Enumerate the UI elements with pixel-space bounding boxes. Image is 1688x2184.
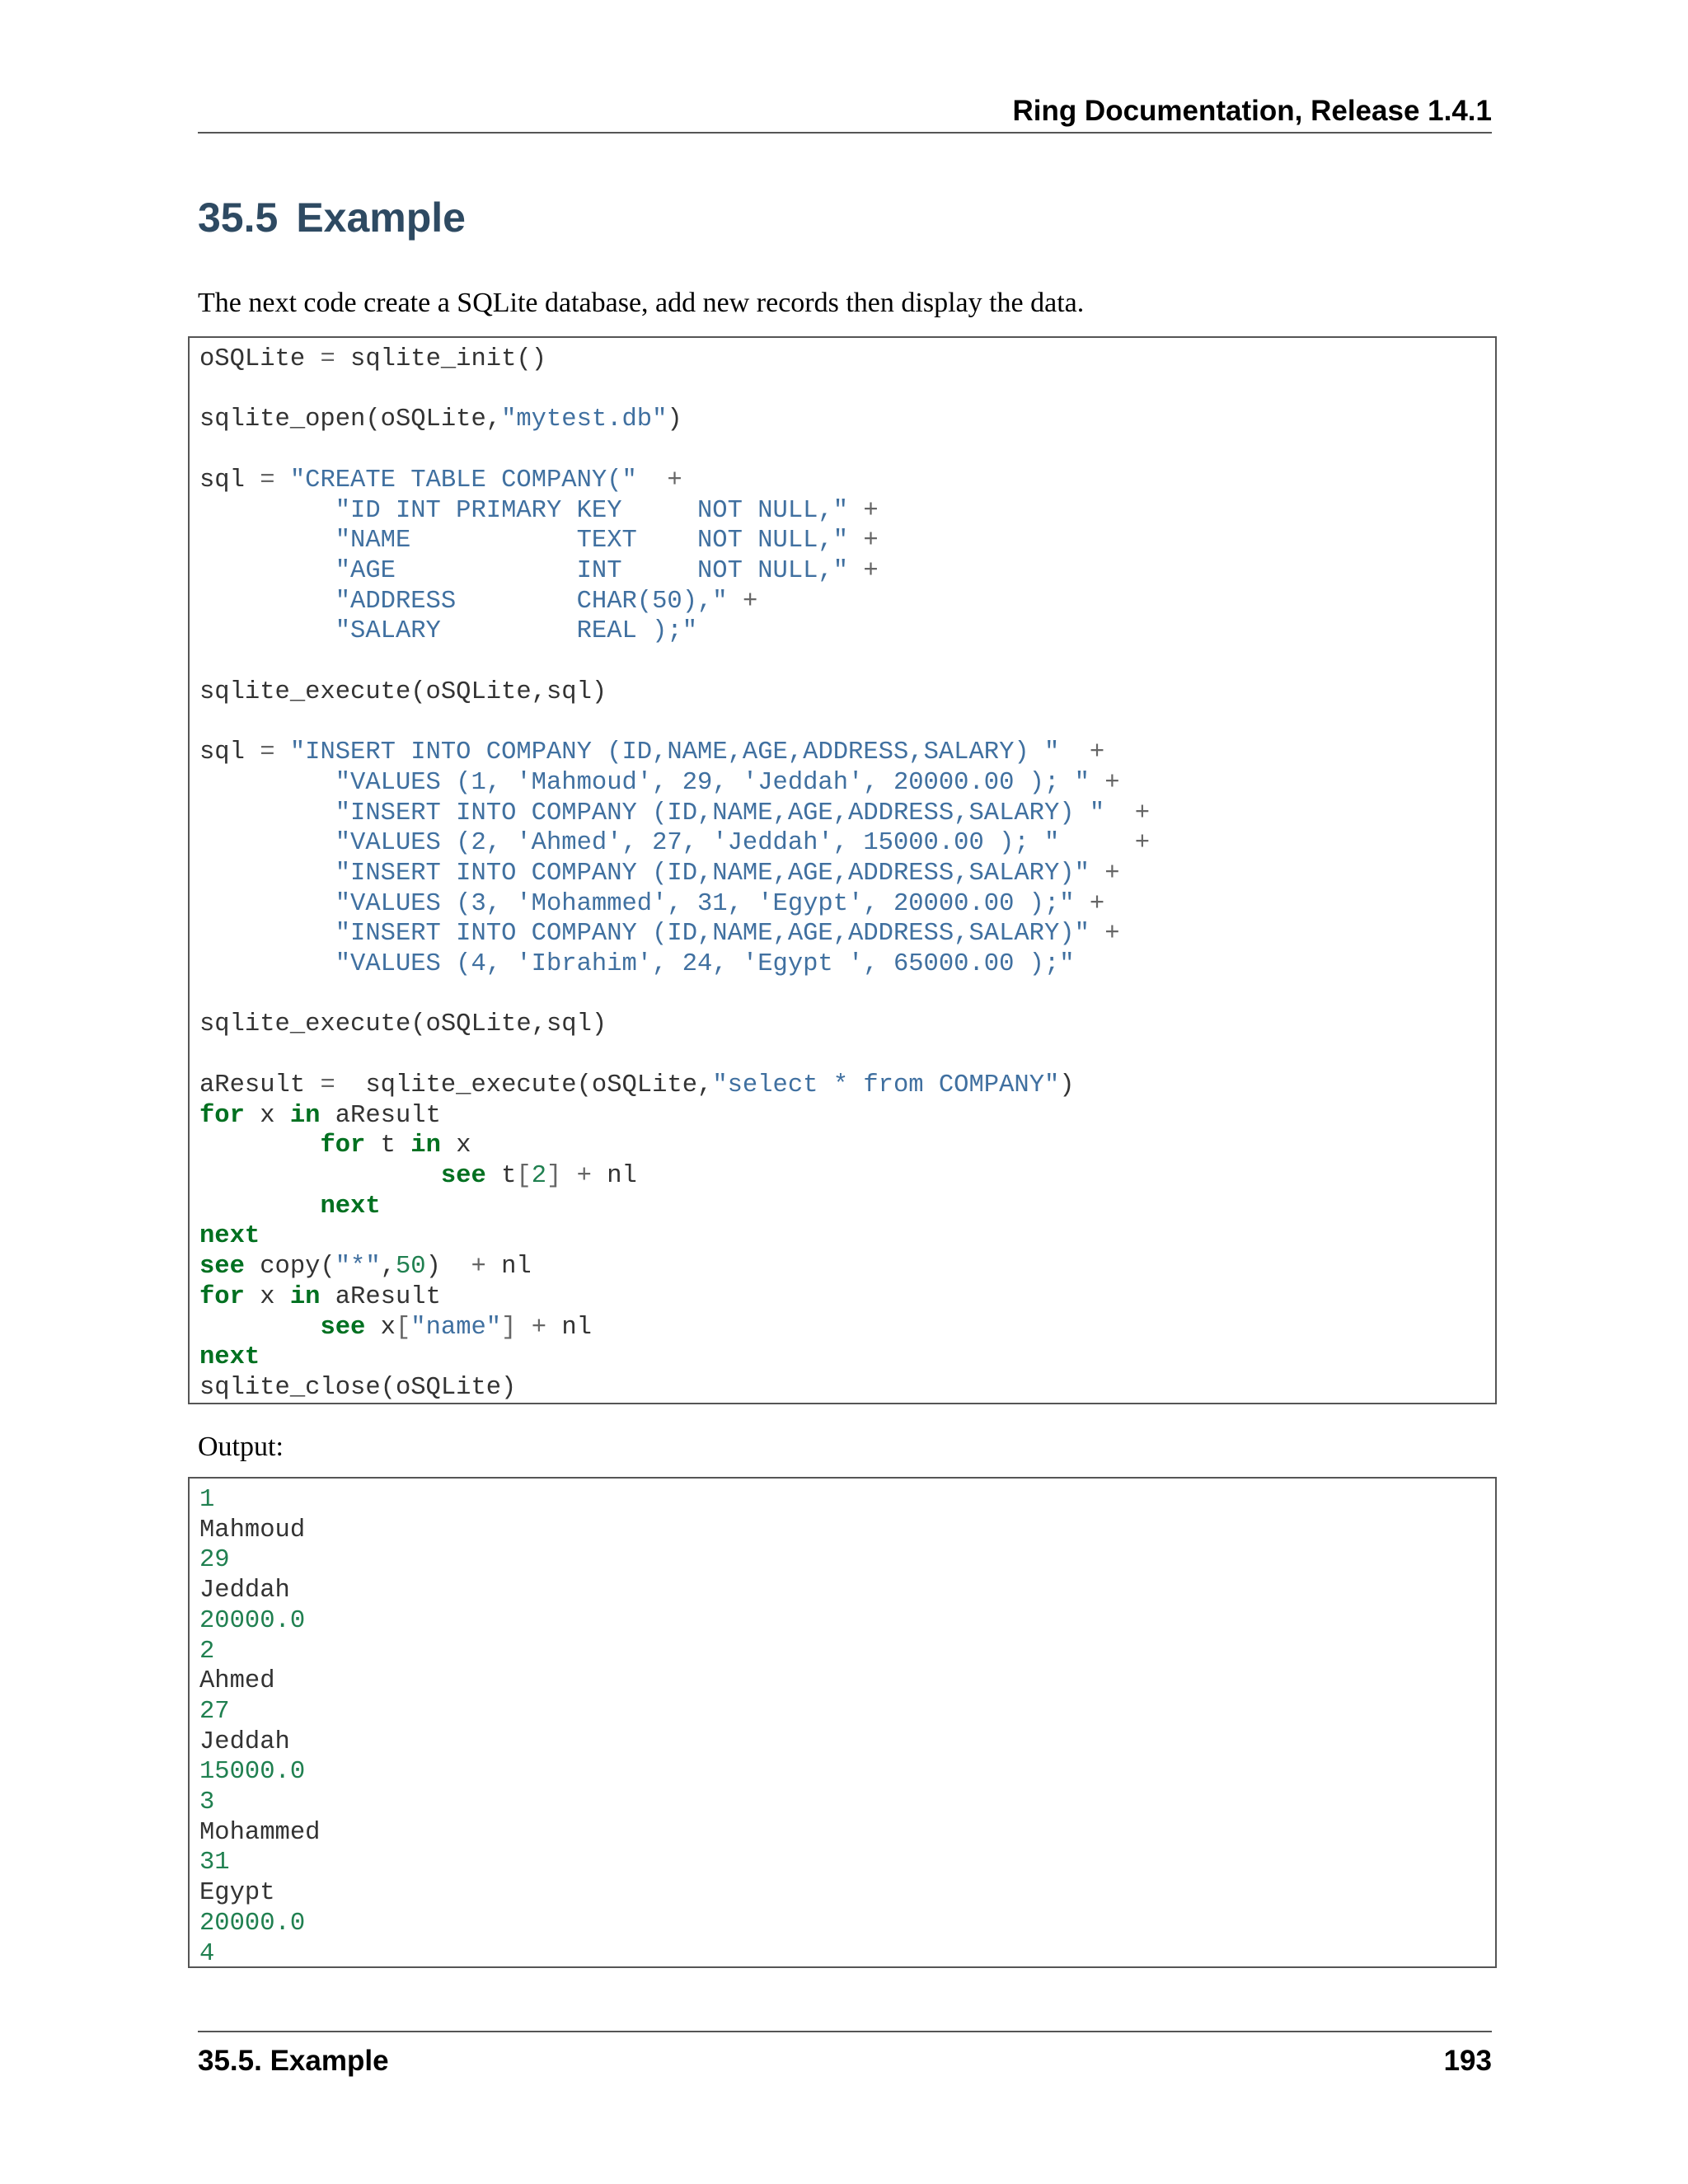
code-line: "VALUES (1, 'Mahmoud', 29, 'Jeddah', 20000.00 ); " + xyxy=(335,768,1120,797)
code-line: "NAME TEXT NOT NULL," + xyxy=(335,527,879,555)
output-line: 1 xyxy=(199,1486,215,1514)
code-line: "INSERT INTO COMPANY (ID,NAME,AGE,ADDRESS,SALARY)" + xyxy=(335,920,1120,949)
code-line: oSQLite = sqlite_init() xyxy=(199,345,546,373)
code-line: "AGE INT NOT NULL," + xyxy=(335,556,879,585)
output-label: Output: xyxy=(198,1432,284,1462)
output-line: 4 xyxy=(199,1939,215,1968)
code-line: sql = "INSERT INTO COMPANY (ID,NAME,AGE,ADDRESS,SALARY) " + xyxy=(199,738,1105,767)
output-line: 3 xyxy=(199,1788,215,1817)
code-line: sqlite_close(oSQLite) xyxy=(199,1373,517,1402)
code-line: for t in x xyxy=(320,1132,471,1160)
code-line: "VALUES (3, 'Mohammed', 31, 'Egypt', 20000.00 );" + xyxy=(335,889,1105,918)
output-listing xyxy=(199,1485,1495,1969)
output-line: 15000.0 xyxy=(199,1758,306,1787)
output-line: Jeddah xyxy=(199,1727,290,1756)
output-line: Egypt xyxy=(199,1879,275,1908)
output-line: 2 xyxy=(199,1637,215,1666)
output-line: 29 xyxy=(199,1546,230,1575)
section-heading: Example xyxy=(296,194,466,241)
footer-section: 35.5. Example xyxy=(198,2045,389,2077)
code-line: "ADDRESS CHAR(50)," + xyxy=(335,587,758,616)
page-footer xyxy=(198,2031,1492,2080)
code-block xyxy=(188,336,1497,1404)
code-line: sqlite_open(oSQLite,"mytest.db") xyxy=(199,405,682,434)
output-line: Mahmoud xyxy=(199,1516,306,1544)
page-number: 193 xyxy=(1443,2045,1492,2077)
code-line: "INSERT INTO COMPANY (ID,NAME,AGE,ADDRESS,SALARY) " + xyxy=(335,799,1151,827)
code-line: next xyxy=(199,1222,260,1251)
code-line: sql = "CREATE TABLE COMPANY(" + xyxy=(199,466,682,494)
code-line: sqlite_execute(oSQLite,sql) xyxy=(199,677,607,706)
code-line: see t[2] + nl xyxy=(440,1161,637,1190)
output-line: 20000.0 xyxy=(199,1606,306,1635)
output-line: Ahmed xyxy=(199,1667,275,1696)
output-line: Mohammed xyxy=(199,1818,321,1847)
header-title: Ring Documentation, Release 1.4.1 xyxy=(1012,95,1492,127)
output-line: Jeddah xyxy=(199,1577,290,1605)
code-line: next xyxy=(199,1343,260,1372)
code-line: see copy("*",50) + nl xyxy=(199,1253,532,1282)
intro-paragraph: The next code create a SQLite database, add new records then display the data. xyxy=(198,288,1085,318)
code-line: "INSERT INTO COMPANY (ID,NAME,AGE,ADDRESS,SALARY)" + xyxy=(335,859,1120,888)
page-header xyxy=(198,92,1492,134)
code-line: for x in aResult xyxy=(199,1101,441,1130)
code-line: aResult = sqlite_execute(oSQLite,"select * from COMPANY") xyxy=(199,1071,1075,1099)
code-line: "ID INT PRIMARY KEY NOT NULL," + xyxy=(335,496,879,525)
section-title xyxy=(198,191,466,244)
output-block xyxy=(188,1477,1497,1968)
code-line: "VALUES (2, 'Ahmed', 27, 'Jeddah', 15000.00 ); " + xyxy=(335,829,1151,858)
output-line: 27 xyxy=(199,1697,230,1726)
output-line: 20000.0 xyxy=(199,1909,306,1938)
section-number: 35.5 xyxy=(198,194,279,241)
code-line: next xyxy=(320,1192,381,1221)
code-listing xyxy=(199,344,1495,1404)
code-line: "SALARY REAL );" xyxy=(335,617,698,646)
output-line: 31 xyxy=(199,1849,230,1877)
code-line: see x["name"] + nl xyxy=(320,1313,592,1342)
code-line: sqlite_execute(oSQLite,sql) xyxy=(199,1010,607,1039)
code-line: for x in aResult xyxy=(199,1282,441,1311)
code-line: "VALUES (4, 'Ibrahim', 24, 'Egypt ', 65000.00 );" xyxy=(335,950,1075,979)
